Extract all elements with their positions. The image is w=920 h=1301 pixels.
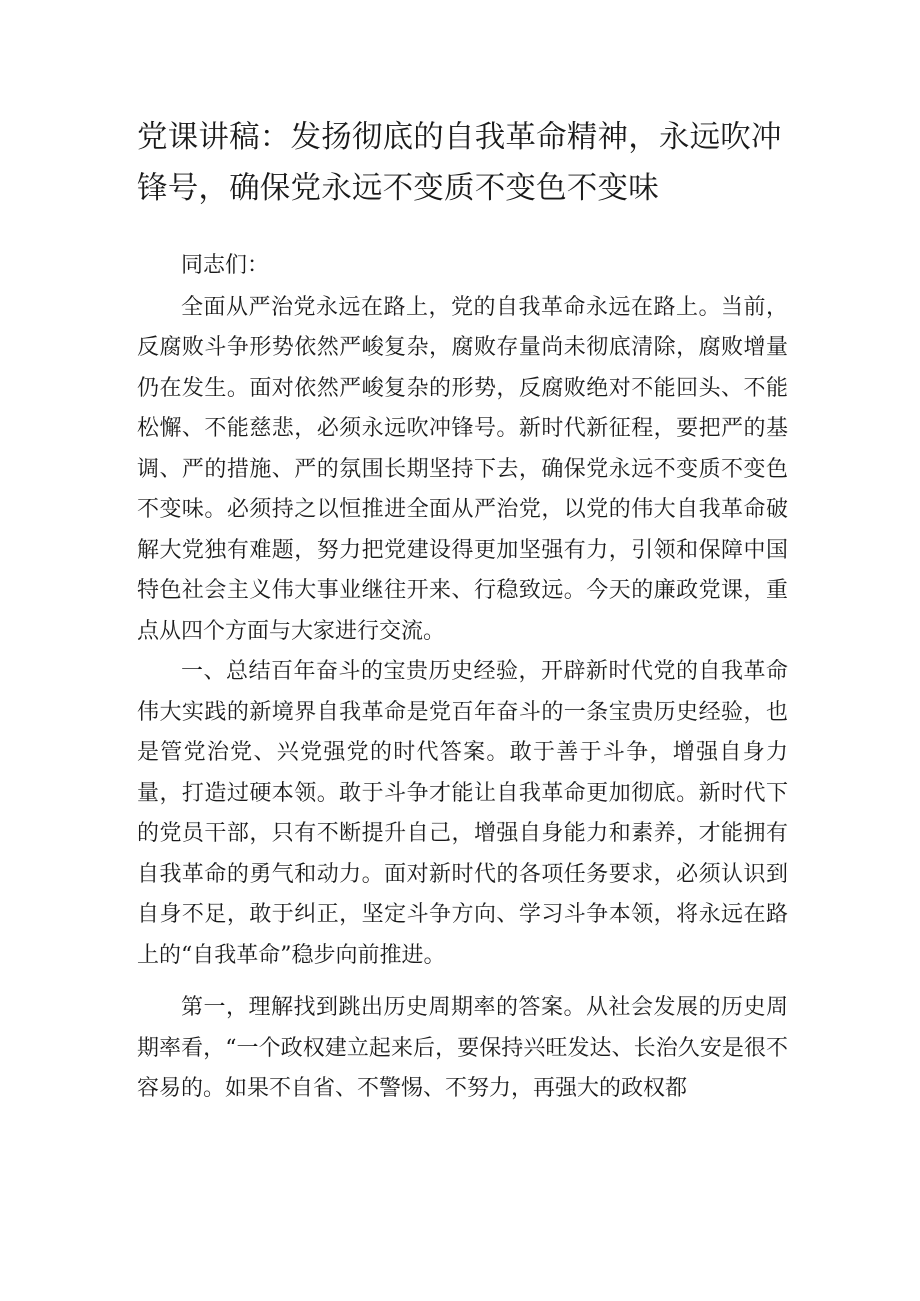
paragraph-section-one: 一、总结百年奋斗的宝贵历史经验，开辟新时代党的自我革命伟大实践的新境界自我革命是党百年奋斗的一条宝贵历史经验，也是管党治党、兴党强党的时代答案。敢于善于斗争，增强自身力量，打造过硬本领。敢于斗争才能让自我革命更加彻底。新时代下的党员干部，只有不断提升自己，增强自身能力和素养，才能拥有自我革命的勇气和动力。面对新时代的各项任务要求，必须认识到自身不足，敢于纠正，坚定斗争方向、学习斗争本领，将永远在路上的“自我革命”稳步向前推进。 (137, 659, 788, 968)
document-title: 党课讲稿：发扬彻底的自我革命精神，永远吹冲锋号，确保党永远不变质不变色不变味 (137, 120, 782, 206)
document-body (137, 246, 788, 1110)
greeting: 同志们： (181, 253, 270, 278)
paragraph-intro: 全面从严治党永远在路上，党的自我革命永远在路上。当前，反腐败斗争形势依然严峻复杂，腐败存量尚未彻底清除，腐败增量仍在发生。面对依然严峻复杂的形势，反腐败绝对不能回头、不能松懈、不能慈悲，必须永远吹冲锋号。新时代新征程，要把严的基调、严的措施、严的氛围长期坚持下去，确保党永远不变质不变色不变味。必须持之以恒推进全面从严治党，以党的伟大自我革命破解大党独有难题，努力把党建设得更加坚强有力，引领和保障中国特色社会主义伟大事业继往开来、行稳致远。今天的廉政党课，重点从四个方面与大家进行交流。 (137, 294, 788, 644)
paragraph-first-point: 第一，理解找到跳出历史周期率的答案。从社会发展的历史周期率看，“一个政权建立起来后，要保持兴旺发达、长治久安是很不容易的。如果不自省、不警惕、不努力，再强大的政权都 (137, 995, 788, 1101)
